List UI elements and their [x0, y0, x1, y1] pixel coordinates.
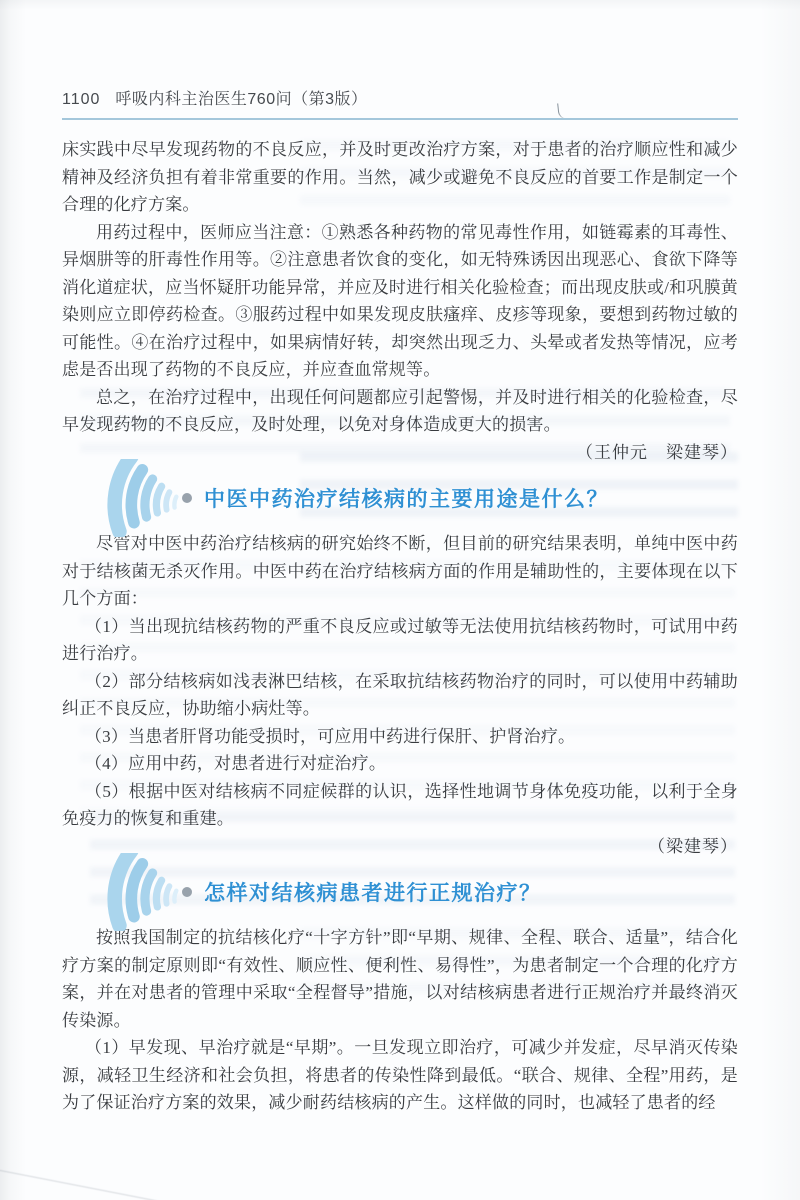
- question-title: 中医中药治疗结核病的主要用途是什么？: [204, 488, 609, 511]
- question-heading: [62, 860, 738, 924]
- author-attribution: （王仲元 梁建琴）: [576, 442, 738, 462]
- body-paragraph: 按照我国制定的抗结核化疗“十字方针”即“早期、规律、全程、联合、适量”，结合化疗方案的制定原则即“有效性、顺应性、便利性、易得性”，为患者制定一个合理的化疗方案，并在对患者的管理中采取“全程督导”措施，以对结核病患者进行正规治疗并最终消灭传染源。: [62, 928, 738, 1030]
- body-paragraph: 床实践中尽早发现药物的不良反应，并及时更改治疗方案，对于患者的治疗顺应性和减少精神及经济负担有着非常重要的作用。当然，减少或避免不良反应的首要工作是制定一个合理的化疗方案。: [62, 140, 738, 214]
- bullet-icon: [182, 887, 192, 897]
- numbered-item: （5）根据中医对结核病不同症候群的认识，选择性地调节身体免疫功能，以利于全身免疫力的恢复和重建。: [62, 781, 738, 828]
- book-title: 呼吸内科主治医生760问（第3版）: [115, 91, 368, 108]
- page-header: [62, 86, 738, 109]
- sound-wave-icon: [96, 459, 188, 537]
- page-number: 1100: [62, 91, 101, 108]
- numbered-item: （2）部分结核病如浅表淋巴结核，在采取抗结核药物治疗的同时，可以使用中药辅助纠正不良反应，协助缩小病灶等。: [62, 671, 738, 718]
- question-heading: [62, 466, 738, 530]
- numbered-item: （4）应用中药，对患者进行对症治疗。: [84, 754, 387, 773]
- numbered-item: （1）当出现抗结核药物的严重不良反应或过敏等无法使用抗结核药物时，可试用中药进行治疗。: [62, 616, 738, 663]
- question-title: 怎样对结核病患者进行正规治疗？: [204, 882, 542, 905]
- body-paragraph: 用药过程中，医师应当注意：①熟悉各种药物的常见毒性作用，如链霉素的耳毒性、异烟肼等的肝毒性作用等。②注意患者饮食的变化，如无特殊诱因出现恶心、食欲下降等消化道症状，应当怀疑肝功能异常，并应及时进行相关化验检查；而出现皮肤或/和巩膜黄染则应立即停药检查。③服药过程中如果发现皮肤瘙痒、皮疹等现象，要想到药物过敏的可能性。④在治疗过程中，如果病情好转，却突然出现乏力、头晕或者发热等情况，应考虑是否出现了药物的不良反应，并应查血常规等。: [62, 222, 738, 379]
- body-paragraph: 尽管对中医中药治疗结核病的研究始终不断，但目前的研究结果表明，单纯中医中药对于结核菌无杀灭作用。中医中药在治疗结核病方面的作用是辅助性的，主要体现在以下几个方面：: [62, 534, 738, 608]
- numbered-item: （3）当患者肝肾功能受损时，可应用中药进行保肝、护肾治疗。: [84, 726, 576, 746]
- page-body: [62, 136, 738, 1117]
- bullet-icon: [182, 493, 192, 503]
- scan-crease-line: [0, 1168, 363, 1200]
- sound-wave-icon: [96, 853, 188, 931]
- header-rule: [62, 118, 738, 120]
- author-attribution: （梁建琴）: [648, 836, 738, 856]
- numbered-item: （1）早发现、早治疗就是“早期”。一旦发现立即治疗，可减少并发症，尽早消灭传染源，减轻卫生经济和社会负担，将患者的传染性降到最低。“联合、规律、全程”用药，是为了保证治疗方案的效果，减少耐药结核病的产生。这样做的同时，也减轻了患者的经: [62, 1038, 738, 1112]
- body-paragraph: 总之，在治疗过程中，出现任何问题都应引起警惕，并及时进行相关的化验检查，尽早发现药物的不良反应，及时处理，以免对身体造成更大的损害。: [62, 387, 738, 434]
